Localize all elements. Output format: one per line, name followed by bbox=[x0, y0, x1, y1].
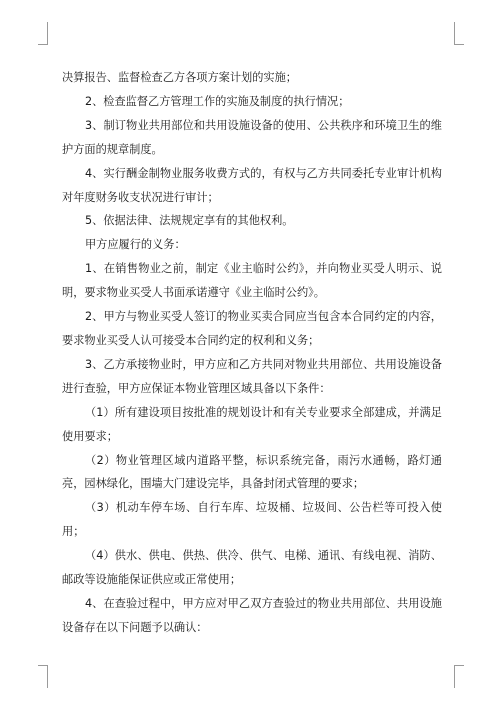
paragraph-condition-1: （1）所有建设项目按批准的规划设计和有关专业要求全部建成，并满足使用要求； bbox=[62, 405, 442, 443]
crop-mark-top-left bbox=[38, 22, 48, 45]
paragraph-condition-3: （3）机动车停车场、自行车库、垃圾桶、垃圾间、公告栏等可投入使用； bbox=[62, 501, 442, 539]
paragraph-obligation-1: 1、在销售物业之前，制定《业主临时公约》，并向物业买受人明示、说明，要求物业买受人书面承诺遵守《业主临时公约》。 bbox=[62, 262, 442, 300]
crop-mark-bottom-left bbox=[38, 665, 48, 688]
paragraph-condition-4: （4）供水、供电、供热、供冷、供气、电梯、通讯、有线电视、消防、邮政等设施能保证供应或正常使用； bbox=[62, 549, 442, 587]
paragraph-continued: 决算报告、监督检查乙方各项方案计划的实施； bbox=[62, 71, 297, 84]
crop-mark-bottom-right bbox=[454, 665, 464, 688]
crop-mark-top-right bbox=[454, 22, 464, 45]
paragraph-obligation-4: 4、在查验过程中，甲方应对甲乙双方查验过的物业共用部位、共用设施设备存在以下问题予以确认： bbox=[62, 596, 442, 634]
paragraph-right-4: 4、实行酬金制物业服务收费方式的，有权与乙方共同委托专业审计机构对年度财务收支状况进行审计； bbox=[62, 166, 442, 204]
document-body bbox=[62, 66, 442, 640]
paragraph-right-2: 2、检查监督乙方管理工作的实施及制度的执行情况； bbox=[84, 94, 350, 108]
paragraph-obligation-2: 2、甲方与物业买受人签订的物业买卖合同应当包含本合同约定的内容，要求物业买受人认可接受本合同约定的权利和义务； bbox=[62, 310, 442, 347]
paragraph-obligation-3: 3、乙方承接物业时，甲方应和乙方共同对物业共用部位、共用设施设备进行查验，甲方应保证本物业管理区域具备以下条件： bbox=[62, 357, 442, 395]
paragraph-right-5: 5、依据法律、法规规定享有的其他权利。 bbox=[84, 214, 294, 228]
section-heading-obligations: 甲方应履行的义务： bbox=[84, 238, 186, 252]
paragraph-condition-2: （2）物业管理区域内道路平整，标识系统完备，雨污水通畅，路灯通亮，园林绿化，围墙大门建设完毕，具备封闭式管理的要求； bbox=[62, 453, 442, 491]
paragraph-right-3: 3、制订物业共用部位和共用设施设备的使用、公共秩序和环境卫生的维护方面的规章制度。 bbox=[62, 118, 442, 156]
